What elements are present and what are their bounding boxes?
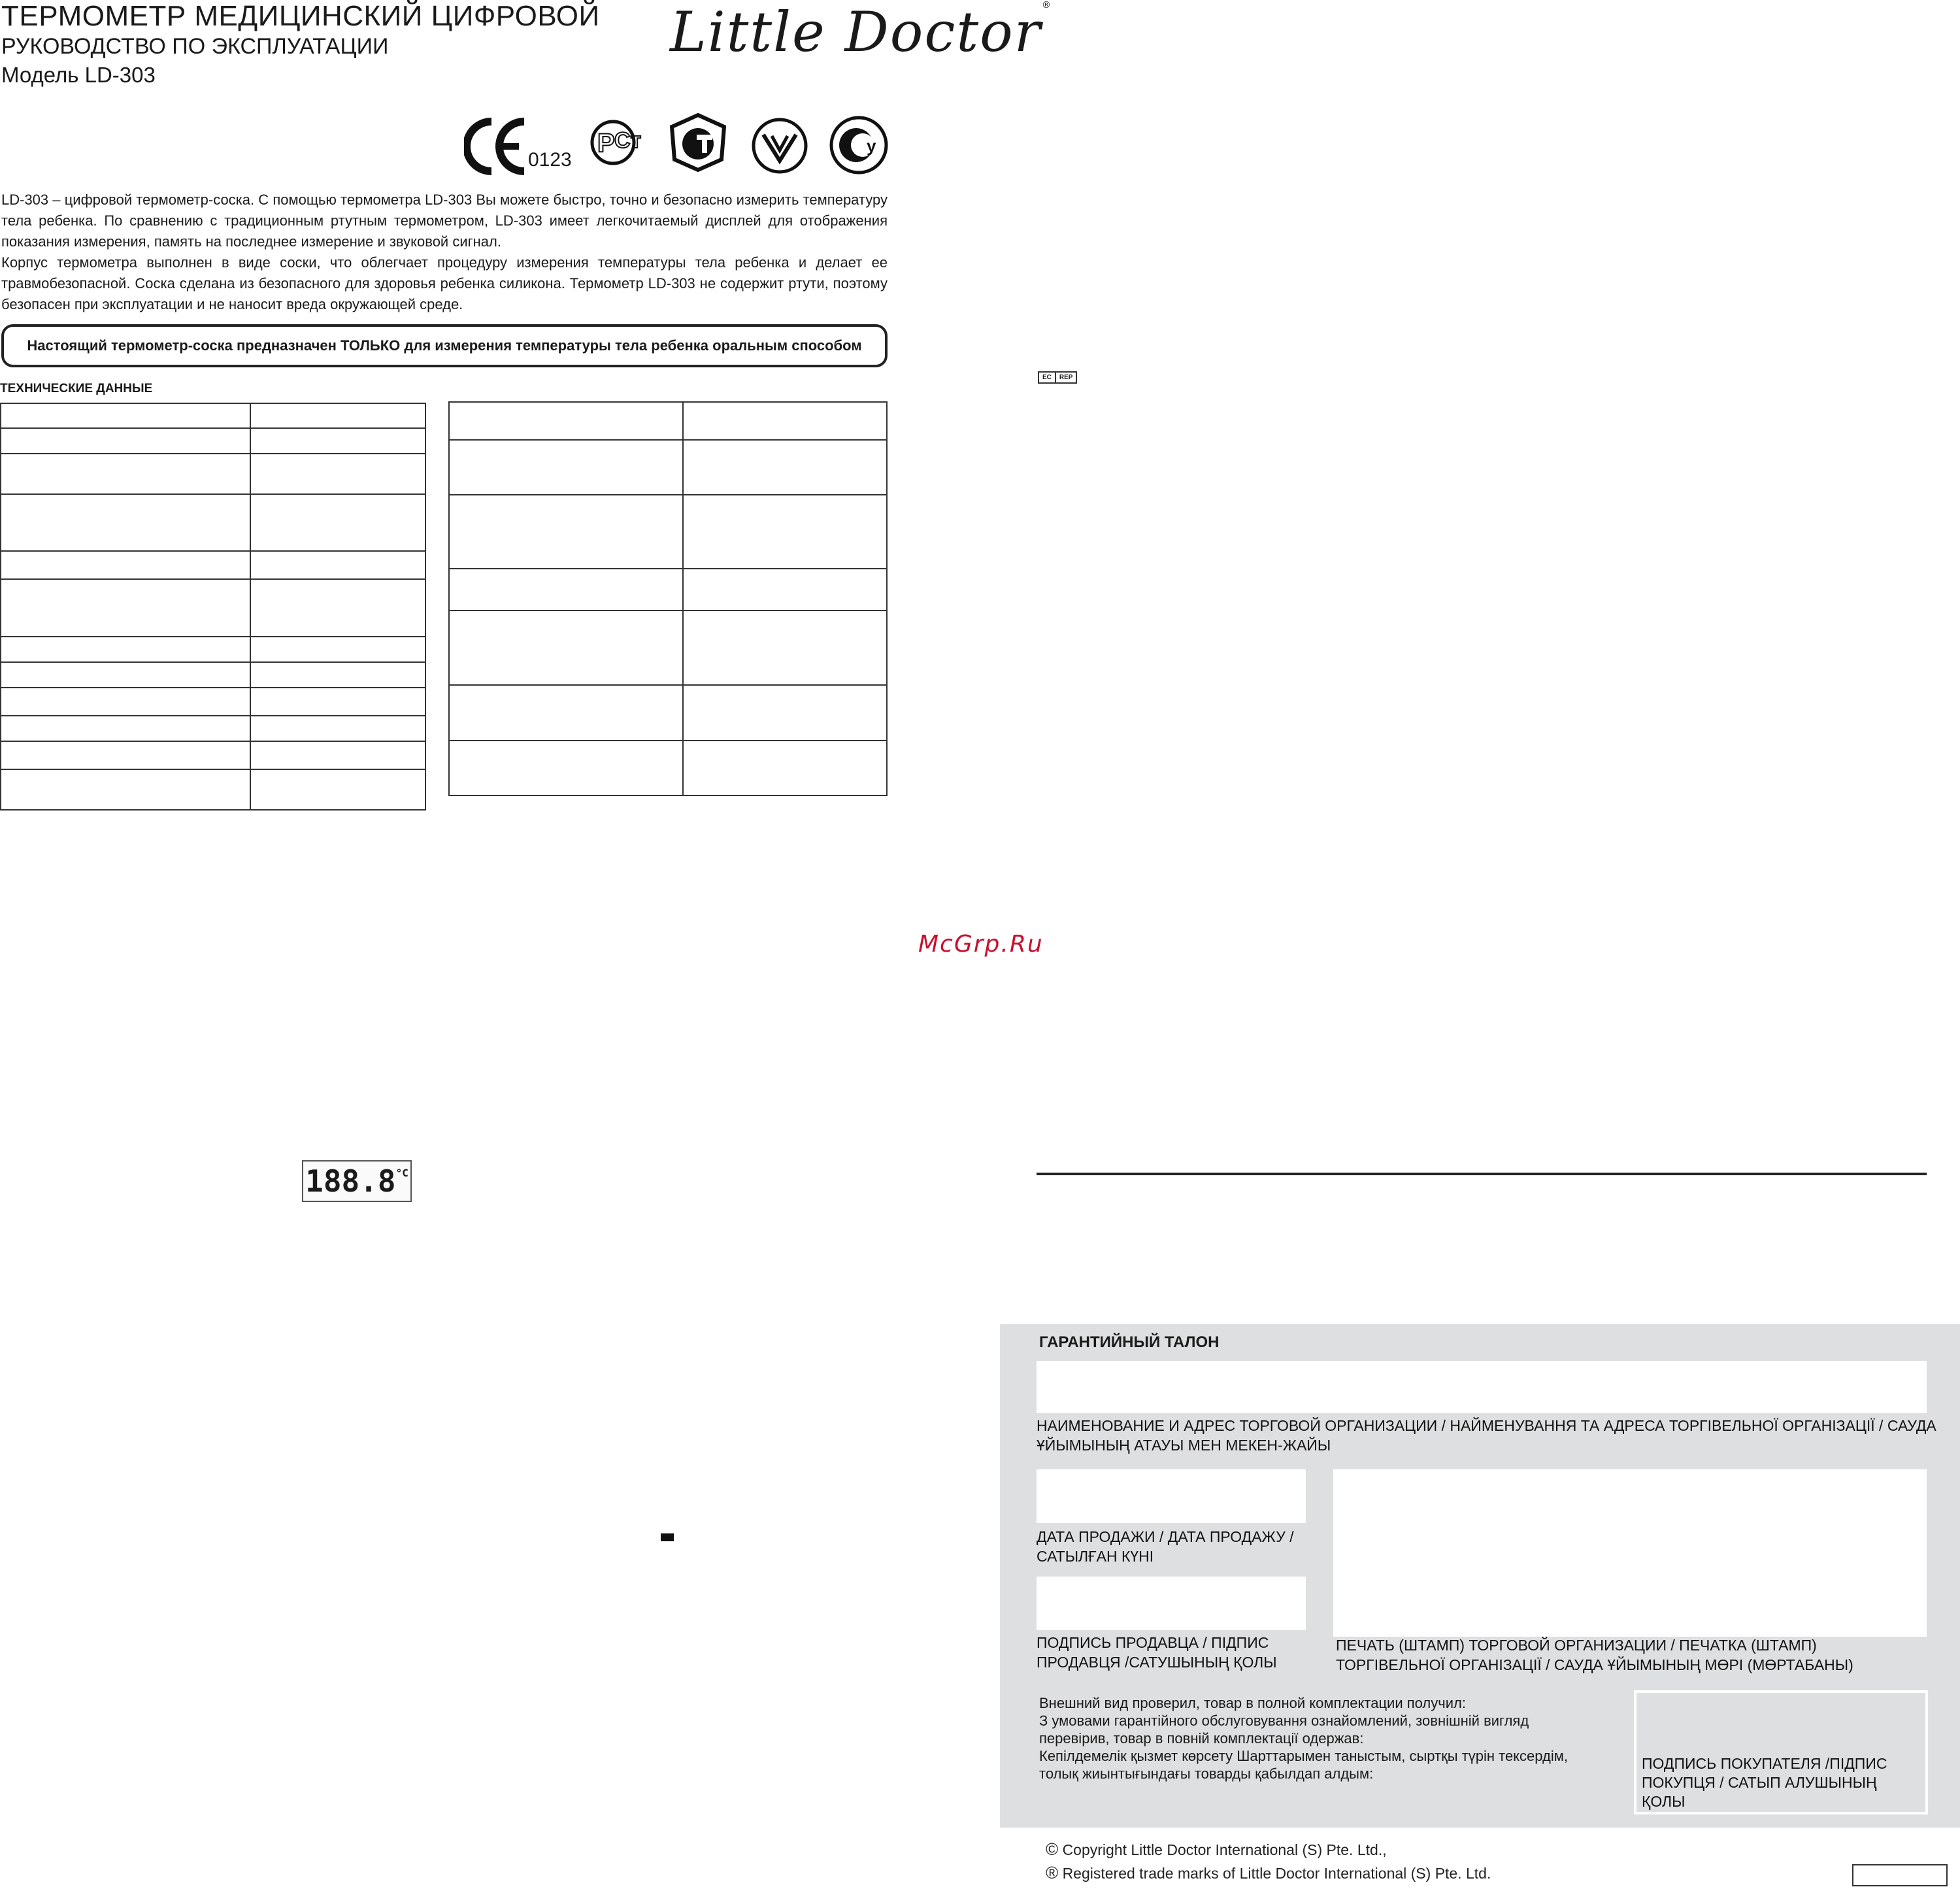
sale-date-label: ДАТА ПРОДАЖИ / ДАТА ПРОДАЖУ / САТЫЛҒАН КҮНІ bbox=[1037, 1528, 1294, 1565]
ce-number: 0123 bbox=[528, 149, 572, 171]
tech-data-heading: ТЕХНИЧЕСКИЕ ДАННЫЕ bbox=[0, 382, 153, 395]
intro-paragraph-1: LD-303 – цифровой термометр-соска. С помощью термометра LD-303 Вы можете быстро, точно и безопасно измерить температуру тела ребенка. По сравнению с традиционным ртутным термометром, LD-303 имеет легкочитаемый дисплей для отображения показания измерения, память на последнее измерение и звуковой сигнал. bbox=[1, 192, 888, 250]
svg-text:Ст: Ст bbox=[614, 128, 642, 153]
small-mark-icon bbox=[661, 1533, 674, 1541]
intro-paragraph-2: Корпус термометра выполнен в виде соски, что облегчает процедуру измерения температуры тела ребенка и делает ее травмобезопасной. Соска сделана из безопасного для здоровья ребенка силикона. Термометр LD-303 не содержит ртути, поэтому безопасен при эксплуатации и не наносит вреда окружающей среде. bbox=[1, 254, 888, 312]
sale-date-field[interactable] bbox=[1037, 1469, 1306, 1523]
usage-notice: Настоящий термометр-соска предназначен ТОЛЬКО для измерения температуры тела ребенка оральным способом bbox=[1, 324, 888, 367]
stamp-field[interactable] bbox=[1333, 1469, 1927, 1637]
buyer-signature-box[interactable] bbox=[1634, 1690, 1928, 1814]
warranty-card bbox=[1000, 1324, 1960, 1828]
gost-mark-icon bbox=[668, 112, 728, 173]
stamp-label: ПЕЧАТЬ (ШТАМП) ТОРГОВОЙ ОРГАНИЗАЦИИ / ПЕЧАТКА (ШТАМП) ТОРГІВЕЛЬНОЇ ОРГАНІЗАЦІЇ / САУДА ҰЙЫМЫНЫҢ МӨРІ (МӨРТАБАНЫ) bbox=[1336, 1637, 1853, 1673]
warranty-title: ГАРАНТИЙНЫЙ ТАЛОН bbox=[1039, 1333, 1220, 1351]
org-label: НАИМЕНОВАНИЕ И АДРЕС ТОРГОВОЙ ОРГАНИЗАЦИИ / НАЙМЕНУВАННЯ ТА АДРЕСА ТОРГІВЕЛЬНОЇ ОРГАНІЗАЦІЇ / САУДА ҰЙЫМЫНЫҢ АТАУЫ МЕН МЕКЕН-ЖАЙЫ bbox=[1037, 1417, 1936, 1454]
divider-line bbox=[1037, 1173, 1927, 1175]
ukraine-mark-icon bbox=[750, 116, 809, 175]
watermark: McGrp.Ru bbox=[918, 931, 1044, 958]
spec-table-left bbox=[0, 403, 426, 811]
buyer-signature-label: ПОДПИСЬ ПОКУПАТЕЛЯ /ПІДПИС ПОКУПЦЯ / САТЫП АЛУШЫНЫҢ ҚОЛЫ bbox=[1642, 1755, 1887, 1810]
lcd-unit: °C bbox=[395, 1167, 408, 1179]
spec-table-right bbox=[448, 401, 888, 796]
buyer-confirmation: Внешний вид проверил, товар в полной комплектации получил: З умовами гарантійного обслуговування ознайомлений, зовнішній вигляд перевірив, товар в повній комплектації одержав: Кепілдемелік қызмет көрсету Шарттарымен таныстым, сыртқы түрін тексердім, толық жиынтығындағы товарды қабылдап алдым: bbox=[1039, 1695, 1568, 1782]
lcd-digits: 188.8 bbox=[305, 1163, 396, 1199]
brand-logo: Little Doctor® bbox=[670, 0, 1052, 64]
document-subtitle: РУКОВОДСТВО ПО ЭКСПЛУАТАЦИИ bbox=[1, 34, 389, 59]
copyright-notice: © Copyright Little Doctor International (S) Pte. Ltd., ® Registered trade marks of Little Doctor International (S) Pte. Ltd. bbox=[1046, 1839, 1491, 1882]
seller-signature-label: ПОДПИСЬ ПРОДАВЦА / ПІДПИС ПРОДАВЦЯ /САТУШЫНЫҢ ҚОЛЫ bbox=[1037, 1634, 1277, 1671]
seller-signature-field[interactable] bbox=[1037, 1577, 1306, 1630]
ec-rep-label: EC REP bbox=[1038, 371, 1077, 384]
svg-text:Р: Р bbox=[597, 129, 615, 158]
model-label: Модель LD-303 bbox=[1, 63, 156, 87]
page-number-box bbox=[1852, 1864, 1948, 1886]
document-title: ТЕРМОМЕТР МЕДИЦИНСКИЙ ЦИФРОВОЙ bbox=[1, 0, 600, 32]
rst-mark-icon bbox=[587, 116, 650, 169]
certification-mark-icon bbox=[829, 115, 889, 175]
org-field[interactable] bbox=[1037, 1361, 1927, 1413]
svg-text:у: у bbox=[867, 136, 876, 156]
lcd-display bbox=[302, 1160, 412, 1202]
